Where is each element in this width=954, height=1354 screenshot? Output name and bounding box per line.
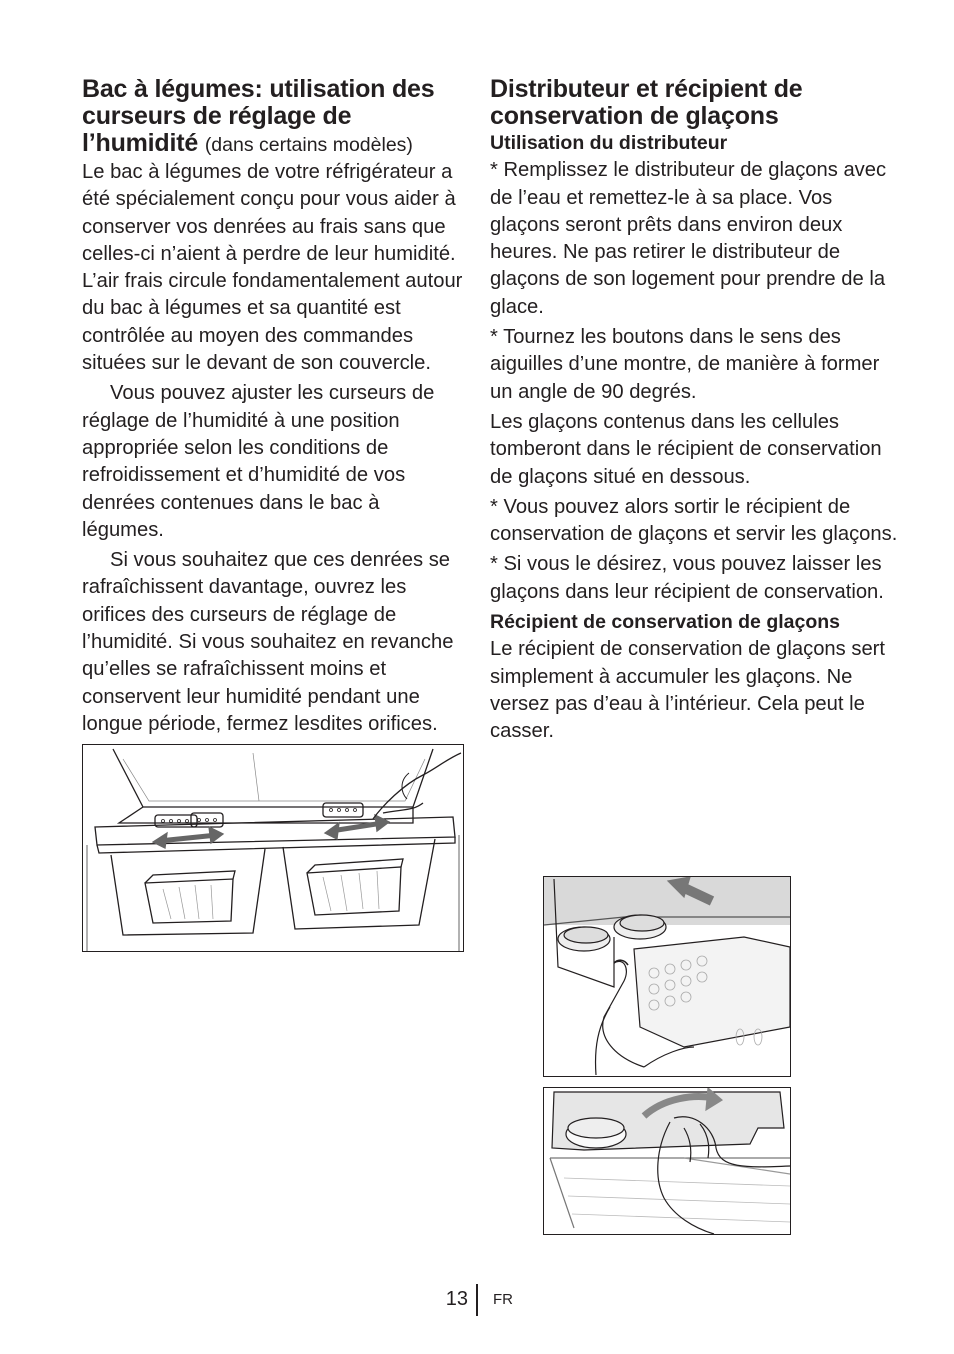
ice-tray-removal-illustration	[543, 876, 791, 1077]
crisper-heading-text: Bac à légumes: utilisation des curseurs de réglage de l’humidité	[82, 75, 435, 157]
ice-bin-subheading: Récipient de conservation de glaçons	[490, 611, 841, 634]
language-code: FR	[493, 1291, 513, 1308]
dispenser-paragraph-3: Les glaçons contenus dans les cellules tomberont dans le récipient de conservation de glaçons situé en dessous.	[490, 410, 882, 488]
knob-turning-illustration	[543, 1087, 791, 1235]
dispenser-paragraph-1: * Remplissez le distributeur de glaçons avec de l’eau et remettez-le à sa place. Vos glaçons seront prêts dans environ deux heures. Ne pas retirer le distributeur de glaçons de son logement pour prendre de la glace.	[490, 159, 887, 318]
dispenser-paragraph-2: * Tournez les boutons dans le sens des aiguilles d’une montre, de manière à former un angle de 90 degrés.	[490, 326, 880, 403]
footer-divider	[476, 1284, 478, 1316]
ice-heading: Distributeur et récipient de conservation de glaçons	[490, 75, 803, 130]
right-column	[490, 76, 898, 746]
page-number: 13	[445, 1288, 468, 1310]
crisper-paragraph-1: Le bac à légumes de votre réfrigérateur a été spécialement conçu pour vous aider à conserver vos denrées au frais sans que celles-ci n’aient à perdre de leur humidité. L’air frais circule fondamentalement autour du bac à légumes et sa quantité est contrôlée au moyen des commandes situées sur le devant de son couvercle.	[82, 161, 463, 375]
dispenser-paragraph-4: * Vous pouvez alors sortir le récipient de conservation de glaçons et servir les glaçons.	[490, 495, 898, 546]
crisper-heading	[82, 76, 466, 159]
crisper-paragraph-2: Vous pouvez ajuster les curseurs de réglage de l’humidité à une position appropriée selon les conditions de refroidissement et d’humidité de vos denrées contenues dans le bac à légumes.	[82, 382, 435, 541]
dispenser-paragraph-5: * Si vous le désirez, vous pouvez laisser les glaçons dans leur récipient de conservation.	[490, 553, 884, 603]
dispenser-subheading: Utilisation du distributeur	[490, 132, 728, 154]
crisper-heading-note: (dans certains modèles)	[204, 134, 413, 156]
crisper-humidity-illustration	[82, 744, 464, 952]
ice-bin-paragraph: Le récipient de conservation de glaçons sert simplement à accumuler les glaçons. Ne versez pas d’eau à l’intérieur. Cela peut le casser.	[490, 638, 886, 743]
crisper-paragraph-3: Si vous souhaitez que ces denrées se rafraîchissent davantage, ouvrez les orifices des curseurs de réglage de l’humidité. Si vous souhaitez en revanche qu’elles se rafraîchissent moins et conservent leur humidité pendant une longue période, fermez lesdites orifices.	[82, 549, 454, 735]
left-column	[82, 76, 466, 952]
